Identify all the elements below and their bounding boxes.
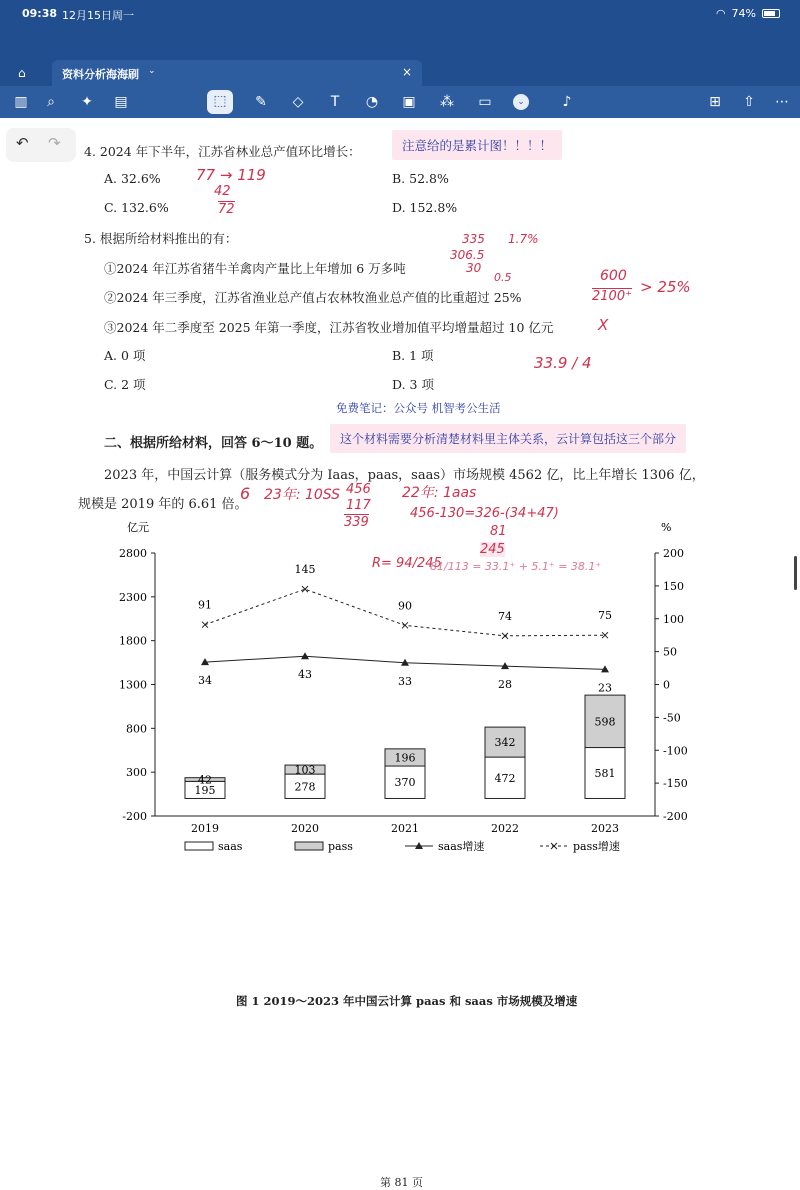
undo-icon[interactable]: ↶ [16,134,29,152]
pass-value-label: 598 [594,715,616,729]
q5-option-a: A. 0 项 [104,348,146,363]
sparkle-icon[interactable]: ✦ [81,94,93,110]
chevron-down-icon[interactable]: ⌄ [148,66,156,76]
q5-item-2: ②2024 年三季度，江苏省渔业总产值占农林牧渔业总产值的比重超过 25% [104,290,522,305]
x-tick-label: 2021 [391,822,419,835]
handwriting-note: 0.5 [494,271,512,284]
left-tick-label: 800 [126,722,147,736]
right-axis-label: % [661,521,672,534]
q5-item-1: ①2024 年江苏省猪牛羊禽肉产量比上年增加 6 万多吨 [104,261,406,276]
pass-growth-label: 90 [398,599,412,613]
saas-growth-label: 28 [498,678,512,692]
x-tick-label: 2023 [591,822,619,835]
pass-growth-marker [302,586,308,592]
image-icon[interactable]: ▣ [402,94,416,110]
pass-growth-marker [202,622,208,628]
pass-growth-label: 145 [294,563,316,577]
elements-icon[interactable]: ⁂ [440,94,454,110]
left-tick-label: 2800 [119,547,147,560]
handwriting-note: 245 [480,542,505,557]
material-paragraph-2: 规模是 2019 年的 6.61 倍。 [78,497,248,512]
sticker-icon[interactable]: ▭ [478,94,492,110]
cloud-market-chart [0,118,800,878]
q4-option-a: A. 32.6% [104,171,161,186]
page-number: 第 81 页 [380,1176,423,1189]
pass-growth-marker [402,622,408,628]
saas-value-label: 472 [494,771,516,785]
more-options-icon[interactable]: ⋯ [775,94,789,110]
battery-level: 74% [731,7,756,20]
legend-saas-label: saas [218,840,243,853]
lasso-icon[interactable]: ⬚ [207,90,233,114]
saas-value-label: 195 [194,783,216,797]
vertical-scrollbar[interactable] [794,556,797,590]
search-icon[interactable]: ⌕ [47,94,55,110]
notes-icon[interactable]: ▤ [114,94,128,110]
document-tab-title: 资料分析海海刷 [62,68,139,81]
eraser-icon[interactable]: ◇ [292,94,304,110]
handwriting-note: 42 [214,184,231,199]
redo-icon[interactable]: ↷ [48,134,61,152]
pen-icon[interactable]: ✎ [255,94,267,110]
handwriting-note: 6 [240,484,251,503]
handwriting-note: 22年: 1aas [402,485,477,501]
app-chrome [0,0,800,118]
battery-icon [762,9,780,18]
saas-growth-label: 34 [198,674,212,688]
q5-item-3: ③2024 年二季度至 2025 年第一季度，江苏省牧业增加值平均增量超过 10 亿元 [104,320,554,335]
handwriting-note: 306.5 [450,248,485,262]
left-tick-label: 1300 [119,678,147,692]
right-tick-label: -150 [663,777,688,791]
right-tick-label: 50 [663,645,677,659]
handwriting-note: 81 [490,524,507,539]
document-page[interactable] [0,118,800,1189]
section-note: 这个材料需要分析清楚材料里主体关系，云计算包括这三个部分 [330,424,686,453]
toolbar [0,86,800,118]
saas-growth-marker [301,652,309,659]
status-bar [0,0,800,26]
handwriting-note: 81/113 = 33.1⁺ + 5.1⁺ = 38.1⁺ [430,560,602,573]
pass-value-label: 103 [294,763,316,777]
handwriting-note: 77 → 119 [196,166,266,184]
right-tick-label: 200 [663,547,684,560]
status-right [716,7,780,20]
pass-growth-line [205,589,605,636]
document-tab[interactable] [52,60,422,86]
right-tick-label: -100 [663,744,688,758]
legend-saas-swatch [185,842,213,850]
saas-growth-label: 23 [598,681,612,695]
chart-caption: 图 1 2019～2023 年中国云计算 paas 和 saas 市场规模及增速 [236,994,578,1008]
handwriting-note: X [598,316,609,334]
right-tick-label: -50 [663,711,681,725]
legend-pass-swatch [295,842,323,850]
material-paragraph-1: 2023 年，中国云计算（服务模式分为 Iaas，paas，saas）市场规模 4562 亿，比上年增长 1306 亿， [104,468,705,483]
left-tick-label: 2300 [119,590,147,604]
handwriting-note: 23年: 10SS [264,487,341,503]
shape-icon[interactable]: ◔ [365,94,379,110]
left-tick-label: -200 [122,810,147,823]
handwriting-note: R= 94/245 [372,556,442,571]
q4-option-d: D. 152.8% [392,200,458,215]
handwriting-note: 456 [346,482,371,497]
legend-pass-label: pass [328,840,353,853]
pass-value-label: 42 [198,773,212,787]
sidebar-icon[interactable]: ▥ [14,94,28,110]
close-tab-icon[interactable]: × [401,65,412,79]
mic-icon[interactable]: ♪ [562,94,572,110]
home-icon[interactable]: ⌂ [18,66,26,80]
saas-value-label: 370 [394,776,416,790]
legend-pass-growth-marker [551,843,557,849]
handwriting-note: 456-130=326-(34+47) [410,506,559,521]
right-tick-label: 100 [663,612,684,626]
saas-growth-label: 33 [398,674,412,688]
add-page-icon[interactable]: ⊞ [709,94,721,110]
pass-value-label: 342 [494,736,516,750]
share-icon[interactable]: ⇧ [743,94,755,110]
pass-growth-label: 74 [498,609,512,623]
pass-growth-label: 91 [198,598,212,612]
pass-value-label: 196 [394,751,416,765]
right-tick-label: -200 [663,810,688,823]
right-tick-label: 0 [663,678,670,692]
q5-option-b: B. 1 项 [392,348,434,363]
saas-value-label: 278 [294,780,316,794]
legend-saas-growth-label: saas增速 [438,840,485,853]
x-tick-label: 2022 [491,822,519,835]
left-axis-label: 亿元 [127,521,149,534]
handwriting-note: 33.9 / 4 [534,354,592,372]
handwriting-note: 600 [600,268,627,284]
handwriting-note: 339 [344,515,369,530]
handwriting-note: 1.7% [508,232,539,246]
handwriting-note: 2100⁺ [592,289,632,304]
handwriting-note: > 25% [640,278,691,296]
more-icon[interactable]: ⌄ [513,94,529,110]
section-heading: 二、根据所给材料，回答 6～10 题。 [104,436,323,451]
q4-note: 注意给的是累计图！！！！ [392,130,562,160]
tab-strip [0,58,800,86]
textbox-icon[interactable]: T [330,94,340,110]
saas-value-label: 581 [594,766,616,780]
x-tick-label: 2020 [291,822,319,835]
q5-option-d: D. 3 项 [392,377,434,392]
handwriting-note: 30 [466,261,482,275]
x-tick-label: 2019 [191,822,219,835]
q4-option-b: B. 52.8% [392,171,449,186]
left-tick-label: 1800 [119,634,147,648]
q4-stem: 4. 2024 年下半年，江苏省林业总产值环比增长： [84,144,361,159]
q4-option-c: C. 132.6% [104,200,169,215]
handwriting-note: 117 [346,498,371,513]
saas-growth-label: 43 [298,668,312,682]
legend-pass-growth-label: pass增速 [573,840,620,853]
wifi-icon: ◠ [715,7,726,20]
handwriting-note: 72 [218,202,235,217]
q5-option-c: C. 2 项 [104,377,146,392]
pass-growth-label: 75 [598,609,612,623]
handwriting-note: 335 [462,232,485,246]
right-tick-label: 150 [663,579,684,593]
status-date: 12月15日周一 [62,9,134,22]
watermark: 免费笔记：公众号 机智考公生活 [336,401,501,415]
status-time: 09:38 [22,7,58,20]
pass-growth-marker [502,633,508,639]
q5-stem: 5. 根据所给材料推出的有： [84,231,238,246]
left-tick-label: 300 [126,766,147,780]
